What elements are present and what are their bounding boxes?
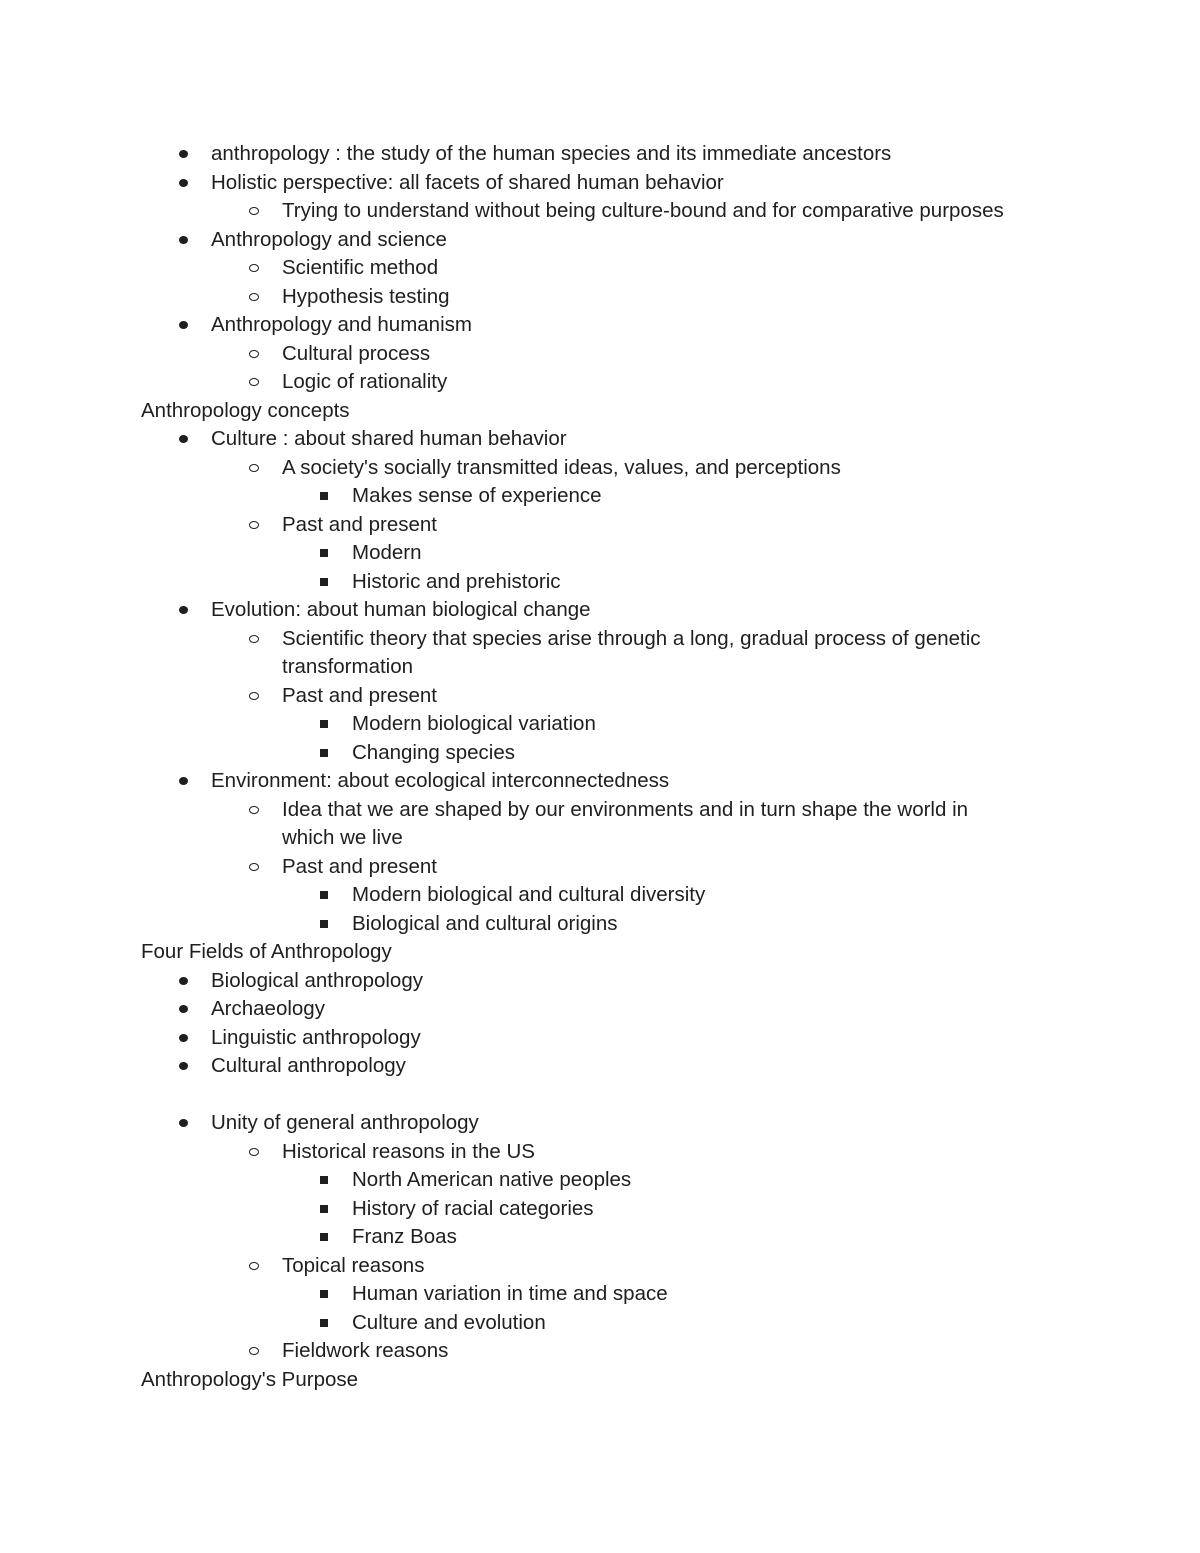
bullet-marker xyxy=(247,853,261,882)
list-item-level-2 xyxy=(0,511,1200,540)
section-heading xyxy=(0,1366,1200,1395)
line-text: Human variation in time and space xyxy=(352,1282,668,1305)
list-item-level-1 xyxy=(0,995,1200,1024)
list-item-level-3 xyxy=(0,1166,1200,1195)
bullet-marker xyxy=(317,1309,331,1338)
list-item-level-1 xyxy=(0,311,1200,340)
hollow-bullet-icon xyxy=(249,378,259,386)
bullet-marker xyxy=(176,1109,190,1138)
filled-bullet-icon xyxy=(179,1119,188,1127)
line-text: Topical reasons xyxy=(282,1253,425,1277)
section-heading xyxy=(0,397,1200,426)
bullet-marker xyxy=(317,568,331,597)
square-bullet-icon xyxy=(320,720,328,728)
filled-bullet-icon xyxy=(179,1005,188,1013)
list-item-level-2 xyxy=(0,1138,1200,1167)
bullet-marker xyxy=(176,226,190,255)
bullet-marker xyxy=(176,967,190,996)
line-text: Biological and cultural origins xyxy=(352,911,618,935)
line-text: Historic and prehistoric xyxy=(352,569,561,593)
bullet-marker xyxy=(176,311,190,340)
line-text: Holistic perspective: all facets of shared human behavior xyxy=(211,170,724,194)
line-text: Trying to understand without being culture-bound and for comparative purposes xyxy=(282,199,1004,222)
hollow-bullet-icon xyxy=(249,264,259,272)
list-item-level-2 xyxy=(0,1337,1200,1366)
filled-bullet-icon xyxy=(179,321,188,329)
list-item-level-3 xyxy=(0,881,1200,910)
list-item-level-2 xyxy=(0,197,1200,226)
hollow-bullet-icon xyxy=(249,521,259,529)
bullet-marker xyxy=(176,767,190,796)
list-item-level-2 xyxy=(0,853,1200,882)
blank-line xyxy=(0,1081,1200,1110)
bullet-marker xyxy=(176,596,190,625)
line-text: Idea that we are shaped by our environments and in turn shape the world in xyxy=(282,797,969,821)
list-item-level-3 xyxy=(0,1309,1200,1338)
line-text: anthropology : the study of the human species and its immediate ancestors xyxy=(211,142,892,165)
hollow-bullet-icon xyxy=(249,1347,259,1355)
line-text: Unity of general anthropology xyxy=(211,1111,479,1134)
line-text: Past and present xyxy=(282,854,437,878)
bullet-marker xyxy=(247,1252,261,1281)
line-text: History of racial categories xyxy=(352,1196,594,1220)
square-bullet-icon xyxy=(320,920,328,928)
list-item-level-3 xyxy=(0,539,1200,568)
square-bullet-icon xyxy=(320,1319,328,1327)
line-text: Modern biological and cultural diversity xyxy=(352,883,706,906)
bullet-marker xyxy=(247,1337,261,1366)
square-bullet-icon xyxy=(320,1176,328,1184)
list-item-level-1 xyxy=(0,1024,1200,1053)
square-bullet-icon xyxy=(320,1205,328,1213)
filled-bullet-icon xyxy=(179,179,188,187)
bullet-marker xyxy=(317,910,331,939)
list-item-level-3 xyxy=(0,739,1200,768)
line-text: transformation xyxy=(282,655,414,678)
bullet-marker xyxy=(317,739,331,768)
line-text: which we live xyxy=(282,826,403,849)
line-text: Linguistic anthropology xyxy=(211,1025,421,1049)
hollow-bullet-icon xyxy=(249,293,259,301)
filled-bullet-icon xyxy=(179,435,188,443)
list-item-level-2 xyxy=(0,254,1200,283)
list-item-level-1 xyxy=(0,425,1200,454)
line-text: A society's socially transmitted ideas, values, and perceptions xyxy=(282,455,841,479)
line-text: Anthropology and humanism xyxy=(211,313,472,336)
line-text: Fieldwork reasons xyxy=(282,1339,449,1362)
bullet-marker xyxy=(247,368,261,397)
filled-bullet-icon xyxy=(179,977,188,985)
bullet-marker xyxy=(317,881,331,910)
filled-bullet-icon xyxy=(179,1034,188,1042)
bullet-marker xyxy=(247,254,261,283)
line-text: Scientific method xyxy=(282,256,439,279)
list-item-level-1 xyxy=(0,1109,1200,1138)
square-bullet-icon xyxy=(320,578,328,586)
line-text: Historical reasons in the US xyxy=(282,1139,535,1163)
bullet-marker xyxy=(176,425,190,454)
bullet-marker xyxy=(176,140,190,169)
bullet-marker xyxy=(247,340,261,369)
bullet-marker xyxy=(317,1223,331,1252)
line-text: Modern biological variation xyxy=(352,712,596,735)
list-item-level-2 xyxy=(0,340,1200,369)
line-text: Past and present xyxy=(282,512,437,536)
line-text: Archaeology xyxy=(211,997,325,1020)
square-bullet-icon xyxy=(320,891,328,899)
hollow-bullet-icon xyxy=(249,806,259,814)
square-bullet-icon xyxy=(320,549,328,557)
list-item-level-3 xyxy=(0,1280,1200,1309)
line-text: Environment: about ecological interconnectedness xyxy=(211,769,670,792)
list-item-level-1 xyxy=(0,596,1200,625)
square-bullet-icon xyxy=(320,1233,328,1241)
line-text: Changing species xyxy=(352,740,515,764)
hollow-bullet-icon xyxy=(249,1148,259,1156)
bullet-marker xyxy=(317,482,331,511)
line-text: Hypothesis testing xyxy=(282,284,450,308)
bullet-marker xyxy=(317,539,331,568)
bullet-marker xyxy=(247,682,261,711)
line-text: Biological anthropology xyxy=(211,968,423,992)
list-item-level-2 xyxy=(0,653,1200,682)
list-item-level-1 xyxy=(0,169,1200,198)
hollow-bullet-icon xyxy=(249,207,259,215)
line-text: Culture and evolution xyxy=(352,1310,546,1334)
line-text: Anthropology and science xyxy=(211,227,447,251)
bullet-marker xyxy=(317,1166,331,1195)
hollow-bullet-icon xyxy=(249,635,259,643)
section-heading xyxy=(0,938,1200,967)
list-item-level-3 xyxy=(0,568,1200,597)
filled-bullet-icon xyxy=(179,1062,188,1070)
hollow-bullet-icon xyxy=(249,464,259,472)
filled-bullet-icon xyxy=(179,150,188,158)
bullet-marker xyxy=(317,710,331,739)
filled-bullet-icon xyxy=(179,606,188,614)
list-item-level-2 xyxy=(0,824,1200,853)
document-body xyxy=(0,140,1200,1394)
line-text: Four Fields of Anthropology xyxy=(141,940,392,963)
list-item-level-2 xyxy=(0,682,1200,711)
bullet-marker xyxy=(176,1052,190,1081)
bullet-marker xyxy=(247,1138,261,1167)
list-item-level-3 xyxy=(0,710,1200,739)
hollow-bullet-icon xyxy=(249,863,259,871)
line-text: Past and present xyxy=(282,683,437,707)
list-item-level-3 xyxy=(0,1195,1200,1224)
line-text: Culture : about shared human behavior xyxy=(211,427,567,450)
hollow-bullet-icon xyxy=(249,1262,259,1270)
line-text: Makes sense of experience xyxy=(352,484,602,507)
square-bullet-icon xyxy=(320,492,328,500)
bullet-marker xyxy=(247,197,261,226)
list-item-level-2 xyxy=(0,368,1200,397)
bullet-marker xyxy=(317,1195,331,1224)
bullet-marker xyxy=(247,283,261,312)
line-text: Evolution: about human biological change xyxy=(211,598,591,621)
line-text: North American native peoples xyxy=(352,1168,632,1191)
list-item-level-1 xyxy=(0,967,1200,996)
line-text: Cultural anthropology xyxy=(211,1054,406,1077)
hollow-bullet-icon xyxy=(249,350,259,358)
bullet-marker xyxy=(247,454,261,483)
line-text: Anthropology's Purpose xyxy=(141,1367,359,1391)
filled-bullet-icon xyxy=(179,236,188,244)
line-text: Cultural process xyxy=(282,341,431,365)
line-text: Logic of rationality xyxy=(282,370,448,393)
square-bullet-icon xyxy=(320,749,328,757)
list-item-level-1 xyxy=(0,1052,1200,1081)
line-text: Modern xyxy=(352,541,422,564)
list-item-level-3 xyxy=(0,1223,1200,1252)
list-item-level-2 xyxy=(0,625,1200,654)
bullet-marker xyxy=(317,1280,331,1309)
bullet-marker xyxy=(176,1024,190,1053)
list-item-level-2 xyxy=(0,1252,1200,1281)
bullet-marker xyxy=(247,625,261,654)
line-text: Scientific theory that species arise through a long, gradual process of genetic xyxy=(282,626,981,650)
list-item-level-1 xyxy=(0,767,1200,796)
list-item-level-2 xyxy=(0,796,1200,825)
square-bullet-icon xyxy=(320,1290,328,1298)
list-item-level-1 xyxy=(0,226,1200,255)
list-item-level-1 xyxy=(0,140,1200,169)
list-item-level-3 xyxy=(0,482,1200,511)
hollow-bullet-icon xyxy=(249,692,259,700)
list-item-level-2 xyxy=(0,283,1200,312)
list-item-level-3 xyxy=(0,910,1200,939)
bullet-marker xyxy=(247,796,261,825)
bullet-marker xyxy=(176,169,190,198)
filled-bullet-icon xyxy=(179,777,188,785)
line-text: Franz Boas xyxy=(352,1225,457,1248)
bullet-marker xyxy=(247,511,261,540)
bullet-marker xyxy=(176,995,190,1024)
list-item-level-2 xyxy=(0,454,1200,483)
line-text: Anthropology concepts xyxy=(141,398,350,422)
